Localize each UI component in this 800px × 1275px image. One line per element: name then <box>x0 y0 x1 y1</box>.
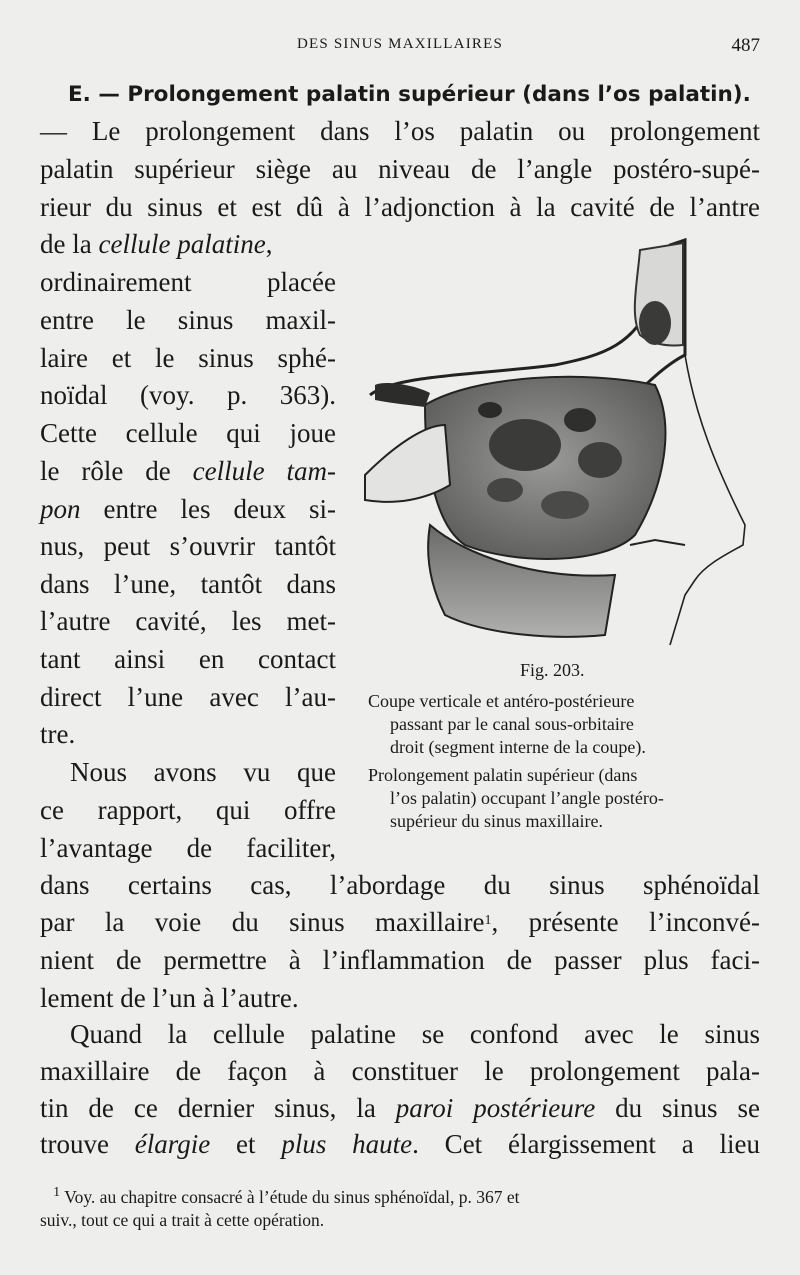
caption-line: supérieur du sinus maxillaire. <box>390 811 603 831</box>
sinus-spot <box>478 402 502 418</box>
para1-line-8: noïdal (voy. p. 363). <box>40 380 336 410</box>
para2-line-4: dans certains cas, l’abordage du sinus sphénoïdal <box>40 870 760 900</box>
text-run: , présente l’inconvé- <box>491 907 760 937</box>
para1-line-3: rieur du sinus et est dû à l’adjonction à la cavité de l’antre <box>40 192 760 222</box>
figure-label: Fig. 203. <box>520 660 585 680</box>
para1-line-17: tre. <box>40 719 76 749</box>
text-run: le rôle de <box>40 456 193 486</box>
para1-line-14: l’autre cavité, les met- <box>40 606 336 636</box>
palatine-cavity <box>639 301 671 345</box>
maxillary-sinus <box>425 377 665 559</box>
sinus-spot <box>489 419 561 471</box>
text-run: . Cet élargissement a lieu <box>412 1129 760 1159</box>
text-run: du sinus se <box>595 1093 760 1123</box>
footnote-line-1 <box>40 1186 762 1209</box>
sinus-spot <box>541 491 589 519</box>
para2-line-6: nient de permettre à l’inflammation de passer plus faci- <box>40 945 760 975</box>
text-run: trouve <box>40 1129 135 1159</box>
page-number: 487 <box>731 35 760 56</box>
italic-term: cellule tam- <box>192 456 337 486</box>
running-head <box>0 36 800 60</box>
para3-line-3 <box>40 1092 760 1124</box>
section-heading: E. — Prolongement palatin supérieur (dans l’os palatin). <box>68 82 751 107</box>
para2-line-5 <box>40 906 760 938</box>
italic-term: paroi postérieure <box>395 1093 596 1123</box>
sinus-spot <box>578 442 622 478</box>
caption-line: droit (segment interne de la coupe). <box>390 737 646 757</box>
para1-line-9: Cette cellule qui joue <box>40 418 336 448</box>
italic-term: pon <box>40 494 81 524</box>
bony-wedge <box>365 425 450 502</box>
caption-line: Coupe verticale et antéro-postérieure <box>368 691 635 711</box>
para2-line-2: ce rapport, qui offre <box>40 795 336 825</box>
footnote-marker: 1 <box>53 1185 61 1200</box>
para1-line-5: ordinairement placée <box>40 267 336 297</box>
para2-line-1: Nous avons vu que <box>70 757 336 787</box>
para3-line-1: Quand la cellule palatine se confond avec le sinus <box>70 1019 760 1049</box>
sinus-spot <box>564 408 596 432</box>
footnote-ref[interactable]: 1 <box>484 913 492 928</box>
footnote-line-2: suiv., tout ce qui a trait à cette opération. <box>40 1210 325 1230</box>
canal-outline <box>375 383 430 407</box>
para3-line-2: maxillaire de façon à constituer le prolongement pala- <box>40 1056 760 1086</box>
italic-term: élargie <box>134 1129 211 1159</box>
para2-line-7: lement de l’un à l’autre. <box>40 983 299 1013</box>
para1-line-6: entre le sinus maxil- <box>40 305 336 335</box>
floor-line <box>630 540 685 545</box>
para1-line-12: nus, peut s’ouvrir tantôt <box>40 531 336 561</box>
italic-term: plus haute <box>281 1129 413 1159</box>
footnote <box>40 1186 762 1232</box>
anatomy-illustration <box>355 235 755 655</box>
text-run: et <box>210 1129 282 1159</box>
text-run: tin de ce dernier sinus, la <box>40 1093 396 1123</box>
sinus-spot <box>487 478 523 502</box>
italic-term: cellule palatine <box>98 229 266 259</box>
anatomical-figure <box>355 235 755 655</box>
para1-line-4 <box>40 228 336 260</box>
para1-line-11 <box>40 493 336 525</box>
figure-caption-2 <box>368 764 760 833</box>
text-run: entre les deux si- <box>80 494 336 524</box>
caption-line: passant par le canal sous-orbitaire <box>390 714 634 734</box>
text-run: par la voie du sinus maxillaire <box>40 907 485 937</box>
para1-line-1: — Le prolongement dans l’os palatin ou prolongement <box>40 116 760 146</box>
para2-line-3: l’avantage de faciliter, <box>40 833 336 863</box>
figure-caption-1 <box>368 690 760 759</box>
caption-line: l’os palatin) occupant l’angle postéro- <box>390 788 664 808</box>
para1-line-13: dans l’une, tantôt dans <box>40 569 336 599</box>
para1-line-16: direct l’une avec l’au- <box>40 682 336 712</box>
para1-line-2: palatin supérieur siège au niveau de l’angle postéro-supé- <box>40 154 760 184</box>
text-run: de la <box>40 229 99 259</box>
para1-line-7: laire et le sinus sphé- <box>40 343 336 373</box>
running-head-title: DES SINUS MAXILLAIRES <box>296 36 504 52</box>
para1-line-10 <box>40 455 336 487</box>
para1-line-15: tant ainsi en contact <box>40 644 336 674</box>
para3-line-4 <box>40 1128 760 1160</box>
facial-contour <box>670 355 745 645</box>
text-run: Voy. au chapitre consacré à l’étude du sinus sphénoïdal, p. 367 et <box>64 1187 520 1207</box>
caption-line: Prolongement palatin supérieur (dans <box>368 765 638 785</box>
text-run: , <box>265 229 273 259</box>
